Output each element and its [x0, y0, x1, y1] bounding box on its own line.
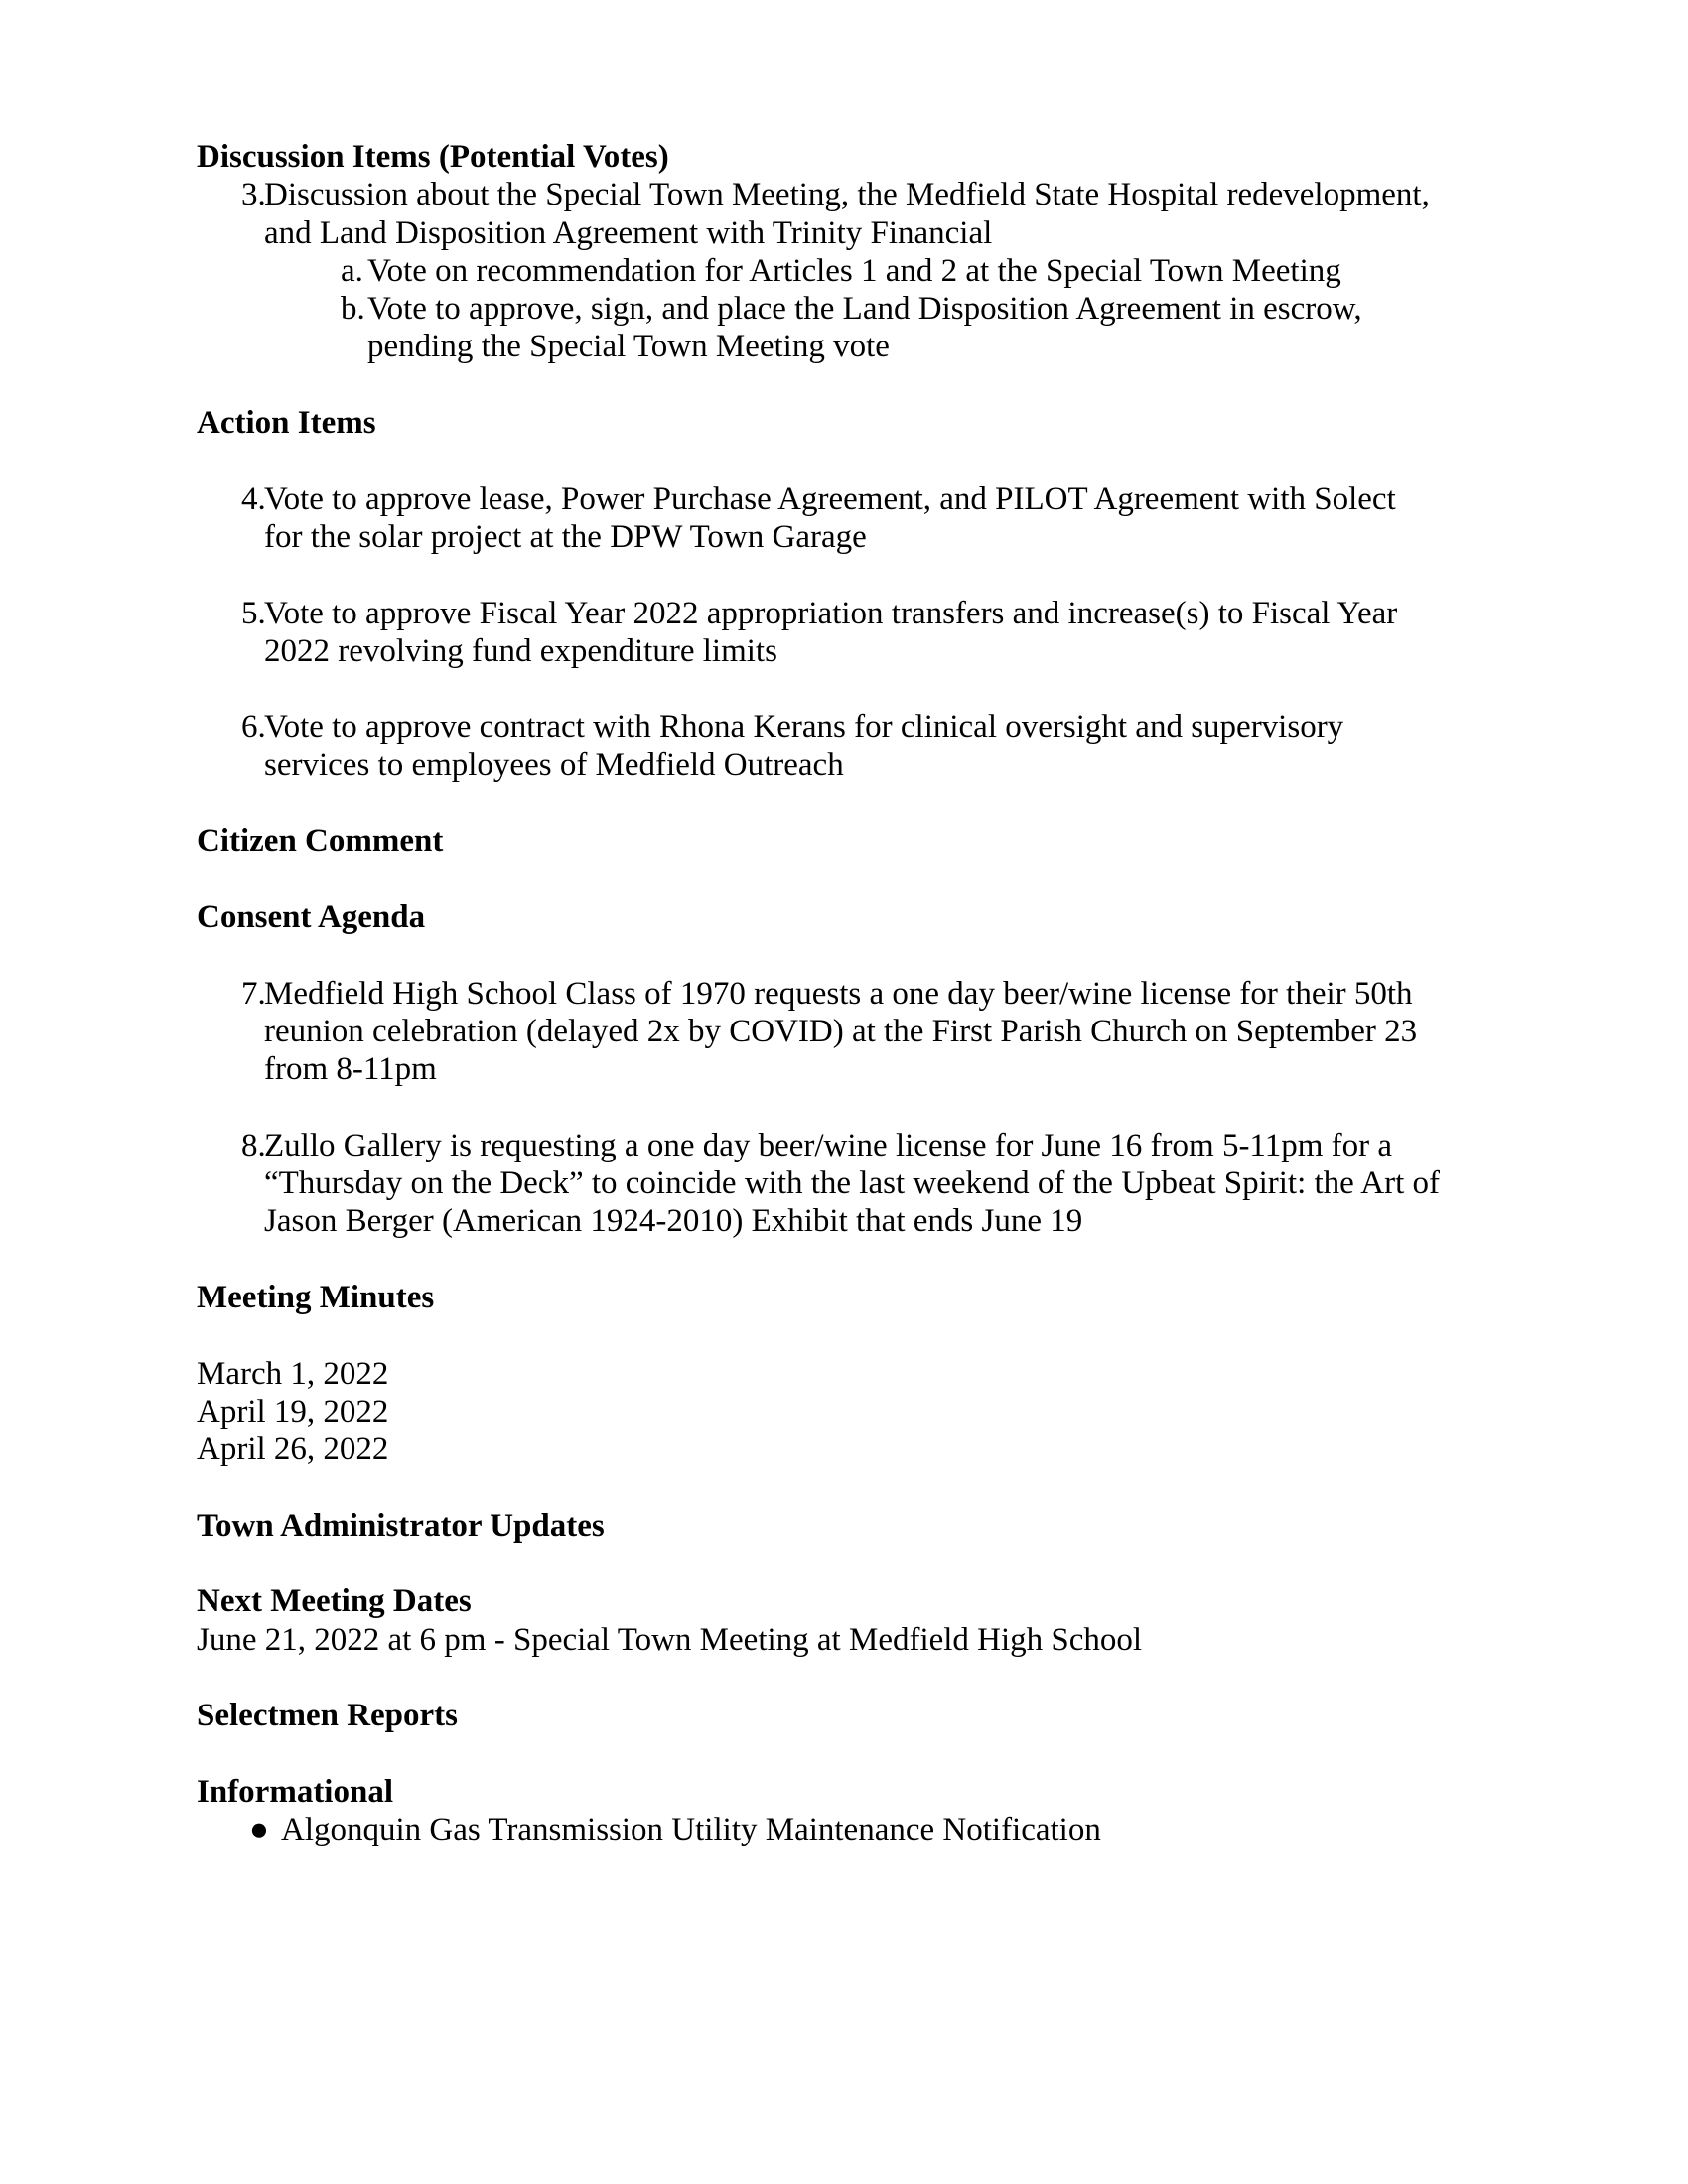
paragraph-line: April 26, 2022	[197, 1432, 389, 1468]
list-item-line	[197, 708, 1509, 746]
numbered-list-marker: 3.	[241, 177, 266, 213]
paragraph-line: April 19, 2022	[197, 1393, 389, 1430]
numbered-list-marker: 4.	[241, 480, 266, 517]
list-item-text: Algonquin Gas Transmission Utility Maintenance Notification	[281, 1812, 1101, 1848]
list-item-text: “Thursday on the Deck” to coincide with the last weekend of the Upbeat Spirit: the Art of	[264, 1165, 1440, 1202]
list-item-line	[197, 632, 1509, 670]
list-item-text: Discussion about the Special Town Meeting, the Medfield State Hospital redevelopment,	[264, 177, 1430, 213]
section-heading: Discussion Items (Potential Votes)	[197, 139, 669, 175]
blank-line	[197, 784, 1509, 822]
blank-line	[197, 1088, 1509, 1126]
list-item-text: Zullo Gallery is requesting a one day beer/wine license for June 16 from 5-11pm for a	[264, 1127, 1393, 1163]
list-item-line	[197, 1164, 1509, 1202]
paragraph-line: June 21, 2022 at 6 pm - Special Town Meeting at Medfield High School	[197, 1621, 1143, 1658]
list-item-text: and Land Disposition Agreement with Trinity Financial	[264, 214, 993, 251]
paragraph-line: March 1, 2022	[197, 1355, 389, 1392]
section-heading: Informational	[197, 1773, 393, 1810]
list-item-line	[197, 252, 1509, 290]
blank-line	[197, 1316, 1509, 1354]
list-item-text: Vote to approve lease, Power Purchase Agreement, and PILOT Agreement with Solect	[264, 480, 1396, 517]
list-item-line	[197, 1811, 1509, 1848]
sub-list-marker: a.	[341, 252, 363, 289]
blank-line	[197, 670, 1509, 708]
blank-line	[197, 366, 1509, 404]
list-item-line	[197, 518, 1509, 556]
list-item-line	[197, 214, 1509, 252]
list-item-line	[197, 328, 1509, 365]
list-item-text: for the solar project at the DPW Town Garage	[264, 518, 867, 555]
list-item-text: pending the Special Town Meeting vote	[367, 329, 890, 365]
numbered-list-marker: 5.	[241, 595, 266, 631]
list-item-text: services to employees of Medfield Outreach	[264, 747, 844, 783]
section-heading: Next Meeting Dates	[197, 1583, 472, 1620]
list-item-line	[197, 176, 1509, 213]
list-item-text: Vote to approve, sign, and place the Land Disposition Agreement in escrow,	[367, 291, 1362, 328]
blank-line	[197, 1545, 1509, 1582]
blank-line	[197, 556, 1509, 594]
section-heading: Citizen Comment	[197, 823, 444, 860]
blank-line	[197, 1659, 1509, 1697]
list-item-line	[197, 1202, 1509, 1240]
numbered-list-marker: 8.	[241, 1127, 266, 1163]
sub-list-marker: b.	[341, 291, 365, 328]
list-item-line	[197, 480, 1509, 518]
blank-line	[197, 442, 1509, 479]
list-item-text: Vote on recommendation for Articles 1 and 2 at the Special Town Meeting	[367, 252, 1341, 289]
list-item-text: Vote to approve contract with Rhona Kerans for clinical oversight and supervisory	[264, 709, 1344, 746]
list-item-line	[197, 1127, 1509, 1164]
list-item-line	[197, 747, 1509, 784]
blank-line	[197, 1734, 1509, 1772]
blank-line	[197, 1241, 1509, 1279]
section-heading: Town Administrator Updates	[197, 1507, 605, 1544]
section-heading: Action Items	[197, 405, 376, 442]
bullet-icon: ●	[249, 1812, 269, 1848]
numbered-list-marker: 7.	[241, 975, 266, 1012]
section-heading: Selectmen Reports	[197, 1698, 459, 1734]
list-item-text: Jason Berger (American 1924-2010) Exhibit that ends June 19	[264, 1203, 1083, 1240]
list-item-line	[197, 1013, 1509, 1050]
blank-line	[197, 861, 1509, 898]
list-item-line	[197, 290, 1509, 328]
list-item-line	[197, 975, 1509, 1013]
list-item-text: Vote to approve Fiscal Year 2022 appropriation transfers and increase(s) to Fiscal Year	[264, 595, 1398, 631]
list-item-line	[197, 1050, 1509, 1088]
section-heading: Meeting Minutes	[197, 1279, 435, 1315]
section-heading: Consent Agenda	[197, 898, 426, 935]
list-item-text: Medfield High School Class of 1970 requests a one day beer/wine license for their 50th	[264, 975, 1413, 1012]
list-item-line	[197, 595, 1509, 632]
list-item-text: 2022 revolving fund expenditure limits	[264, 632, 777, 669]
list-item-text: from 8-11pm	[264, 1051, 437, 1088]
list-item-text: reunion celebration (delayed 2x by COVID) at the First Parish Church on September 23	[264, 1013, 1418, 1049]
blank-line	[197, 936, 1509, 974]
blank-line	[197, 1468, 1509, 1506]
numbered-list-marker: 6.	[241, 709, 266, 746]
